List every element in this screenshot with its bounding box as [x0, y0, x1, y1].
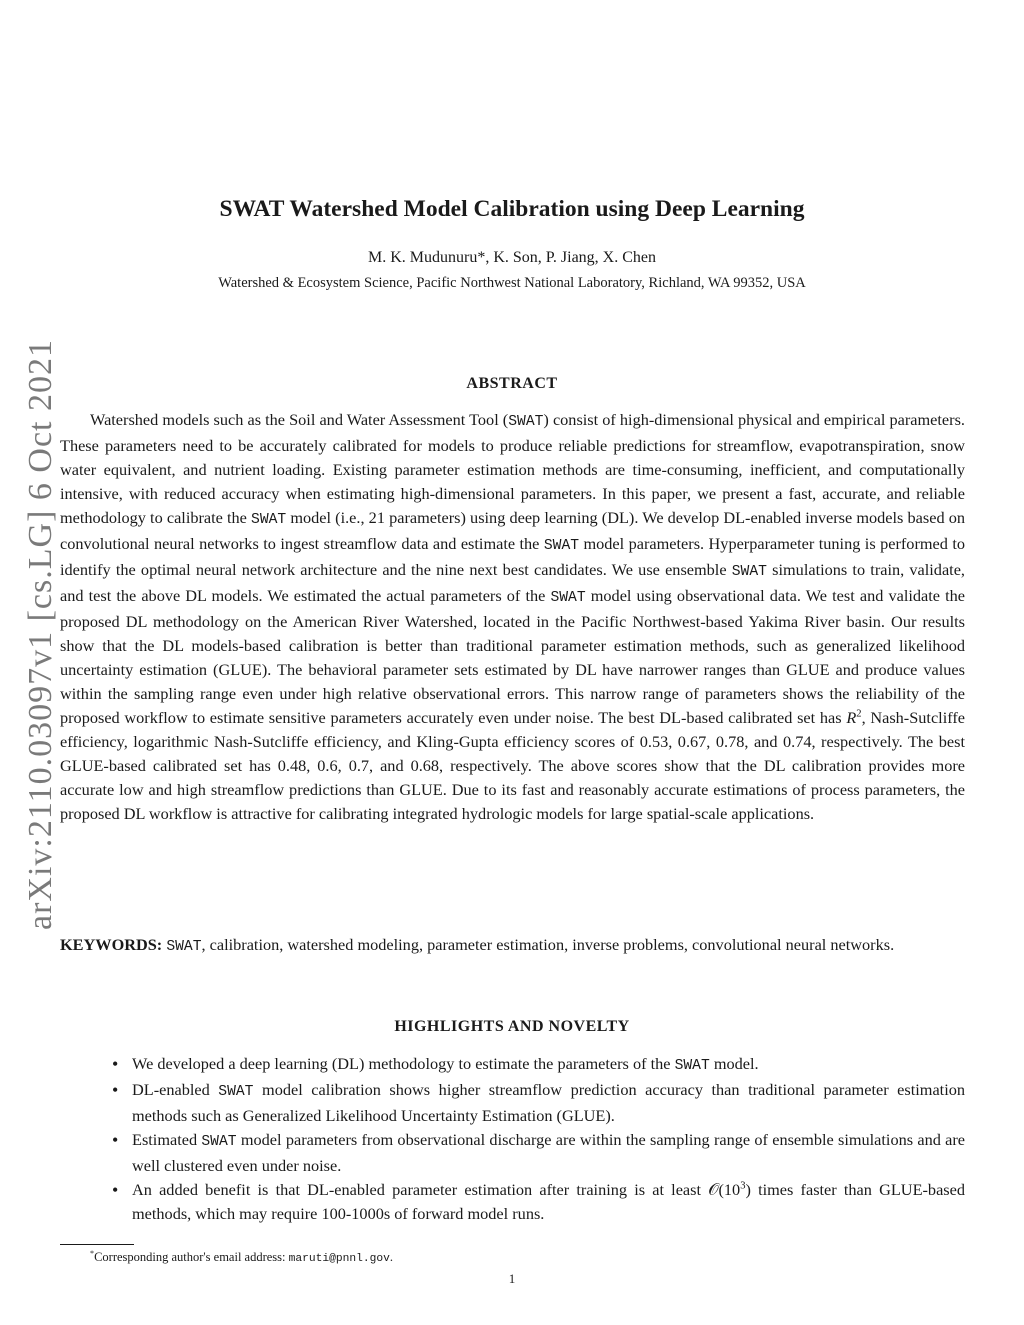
abstract-text: model parameters. Hyperparameter tuning is performed to identify the optimal neural network architecture and the nine next best candidates. We use ensemble	[60, 534, 965, 579]
code-swat: SWAT	[674, 1058, 710, 1074]
highlight-item	[108, 1078, 965, 1128]
page-number: 1	[508, 1271, 516, 1286]
code-swat: SWAT	[166, 939, 202, 955]
highlight-text: model calibration shows higher streamflow prediction accuracy than traditional parameter estimation methods such as Generalized Likelihood Uncertainty Estimation (GLUE).	[132, 1080, 965, 1125]
code-swat: SWAT	[218, 1084, 254, 1100]
highlights-heading: HIGHLIGHTS AND NOVELTY	[394, 1018, 630, 1035]
code-swat: SWAT	[543, 538, 580, 554]
highlight-text: Estimated	[132, 1130, 202, 1149]
author-list: M. K. Mudunuru*, K. Son, P. Jiang, X. Chen	[367, 249, 656, 266]
highlight-text: times faster than GLUE-based methods, which may require 100-1000s of forward model runs.	[132, 1180, 966, 1223]
abstract-text: Watershed models such as the Soil and Water Assessment Tool (	[90, 410, 509, 429]
math-r: R	[846, 708, 857, 727]
keywords-label: KEYWORDS:	[60, 935, 163, 954]
footnote-end: .	[389, 1250, 394, 1264]
highlights-list	[108, 1052, 965, 1226]
highlight-text: model.	[709, 1054, 759, 1073]
footnote	[90, 1250, 393, 1265]
code-swat: SWAT	[508, 414, 544, 430]
abstract-text: model using observational data. We test and validate the proposed DL methodology on the American River Watershed, located in the Pacific Northwest-based Yakima River basin. Our results show that the DL models-based calibration is better than traditional parameter estimation methods, such as generalized likelihood uncertainty estimation (GLUE). The behavioral parameter sets estimated by DL have narrower ranges than GLUE and produce values within the sampling range even under high relative observational errors. This narrow range of parameters shows the reliability of the proposed workflow to estimate sensitive parameters accurately even under noise. The best DL-based calibrated set has	[60, 586, 965, 727]
highlight-text: model parameters from observational discharge are within the sampling range of ensemble simulations and are well clustered even under noise.	[132, 1130, 965, 1175]
abstract-text: , Nash-Sutcliffe efficiency, logarithmic Nash-Sutcliffe efficiency, and Kling-Gupta efficiency scores of 0.53, 0.67, 0.78, and 0.74, respectively. The best GLUE-based calibrated set has 0.48, 0.6, 0.7, and 0.68, respectively. The above scores show that the DL calibration provides more accurate low and high streamflow predictions than GLUE. Due to its fast and reasonably accurate estimations of process parameters, the proposed DL workflow is attractive for calibrating integrated hydrologic models for large spatial-scale applications.	[60, 708, 966, 823]
keywords-text: , calibration, watershed modeling, parameter estimation, inverse problems, convolutional neural networks.	[201, 935, 895, 954]
footnote-marker: *	[90, 1248, 95, 1258]
arxiv-identifier: arXiv:2110.03097v1 [cs.LG] 6 Oct 2021	[22, 339, 59, 930]
code-swat: SWAT	[251, 512, 287, 528]
math-exponent: 3	[740, 1180, 746, 1192]
math-big-o: 𝒪(10	[708, 1180, 741, 1199]
code-swat: SWAT	[201, 1134, 237, 1150]
abstract-text: simulations to train, validate, and test the above DL models. We estimated the actual parameters of the	[60, 560, 965, 605]
footnote-text: Corresponding author's email address:	[94, 1250, 289, 1264]
highlight-item	[108, 1128, 965, 1178]
footnote-rule	[60, 1244, 134, 1245]
highlight-text: We developed a deep learning (DL) methodology to estimate the parameters of the	[132, 1054, 675, 1073]
paper-title: SWAT Watershed Model Calibration using Deep Learning	[219, 196, 805, 222]
highlight-text: An added benefit is that DL-enabled parameter estimation after training is at least	[132, 1180, 709, 1199]
abstract-heading: ABSTRACT	[466, 375, 558, 392]
code-swat: SWAT	[731, 564, 767, 580]
footnote-email: maruti@pnnl.gov	[288, 1253, 390, 1265]
math-exponent: 2	[856, 708, 862, 720]
affiliation: Watershed & Ecosystem Science, Pacific Northwest National Laboratory, Richland, WA 99352, USA	[218, 275, 806, 291]
abstract-text: model (i.e., 21 parameters) using deep learning (DL). We develop DL-enabled inverse models based on convolutional neural networks to ingest streamflow data and estimate the	[60, 508, 965, 553]
highlight-text: DL-enabled	[132, 1080, 219, 1099]
keywords	[60, 933, 965, 959]
abstract-body	[60, 408, 965, 826]
math-close-paren: )	[745, 1180, 751, 1199]
highlight-item	[108, 1178, 965, 1226]
code-swat: SWAT	[550, 590, 586, 606]
abstract-text: ) consist of high-dimensional physical and empirical parameters. These parameters need to be accurately calibrated for models to produce reliable predictions for streamflow, evapotranspiration, snow water equivalent, and nutrient loading. Existing parameter estimation methods are time-consuming, inefficient, and computationally intensive, with reduced accuracy when estimating high-dimensional parameters. In this paper, we present a fast, accurate, and reliable methodology to calibrate the	[60, 410, 965, 527]
highlight-item	[108, 1052, 965, 1078]
